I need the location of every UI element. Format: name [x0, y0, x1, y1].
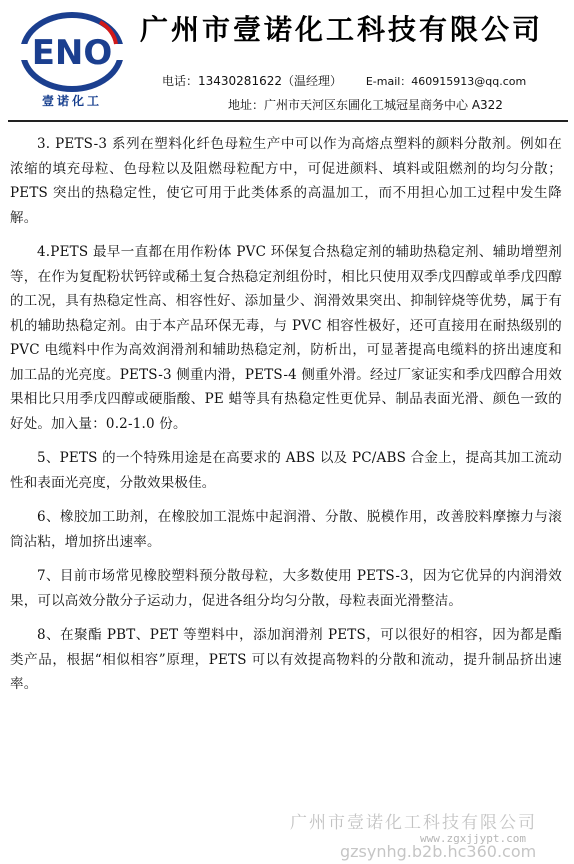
source-watermark: gzsynhg.b2b.hc360.com [340, 842, 537, 861]
contact-line [162, 72, 526, 89]
paragraph-8: 8、在聚酯 PBT、PET 等塑料中，添加润滑剂 PETS，可以很好的相容，因为都是酯类产品，根据“相似相容”原理，PETS 可以有效提高物料的分散和流动，提升制品挤出速率。 [10, 627, 562, 692]
email-text: E-mail：460915913@qq.com [365, 75, 527, 88]
watermark-url: www.zgxjjypt.com [420, 832, 526, 845]
paragraph-4: 4.PETS 最早一直都在用作粉体 PVC 环保复合热稳定剂的辅助热稳定剂、辅助增塑剂等，在作为复配粉状钙锌或稀土复合热稳定剂组份时，相比只使用双季戊四醇或单季戊四醇的工况，具有热稳定性高、相容性好、添加量少、润滑效果突出、抑制锌烧等优势，属于有机的辅助热稳定剂。由于本产品环保无毒，与 PVC 相容性极好，还可直接用在耐热级别的 PVC 电缆料中作为高效润滑剂和辅助热稳定剂，防析出，可显著提高电缆料的挤出速度和加工品的光亮度。PETS-3 侧重内滑，PETS-4 侧重外滑。经过厂家证实和季戊四醇合用效果相比只用季戊四醇或硬脂酸、PE 蜡等具有热稳定性更优异、制品表面光滑、颜色一致的好处。加入量：0.2-1.0 份。 [10, 244, 562, 432]
paragraph-3: 3. PETS-3 系列在塑料化纤色母粒生产中可以作为高熔点塑料的颜料分散剂。例如在浓缩的填充母粒、色母粒以及阻燃母粒配方中，可促进颜料、填料或阻燃剂的均匀分散； PETS 突出的热稳定性，使它可用于此类体系的高温加工，而不用担心加工过程中发生降解。 [10, 136, 562, 226]
paragraph-7: 7、目前市场常见橡胶塑料预分散母粒，大多数使用 PETS-3，因为它优异的内润滑效果，可以高效分散分子运动力，促进各组分均匀分散，母粒表面光滑整洁。 [10, 568, 562, 609]
logo-chinese-name: 壹诺化工 [41, 94, 102, 108]
logo-text: ENO [31, 33, 113, 73]
letterhead [0, 0, 574, 120]
watermark-company: 广州市壹诺化工科技有限公司 [290, 813, 537, 833]
paragraph-6: 6、橡胶加工助剂，在橡胶加工混炼中起润滑、分散、脱模作用，改善胶料摩擦力与滚筒沾粘，增加挤出速率。 [10, 509, 562, 550]
header-divider [8, 120, 568, 122]
document-body [10, 132, 562, 707]
company-name: 广州市壹诺化工科技有限公司 [140, 13, 544, 46]
phone-text: 电话：13430281622（温经理） [162, 74, 342, 88]
address-text: 地址：广州市天河区东圃化工城冠星商务中心 A322 [228, 98, 503, 112]
paragraph-5: 5、PETS 的一个特殊用途是在高要求的 ABS 以及 PC/ABS 合金上，提高其加工流动性和表面光亮度，分散效果极佳。 [10, 450, 562, 491]
